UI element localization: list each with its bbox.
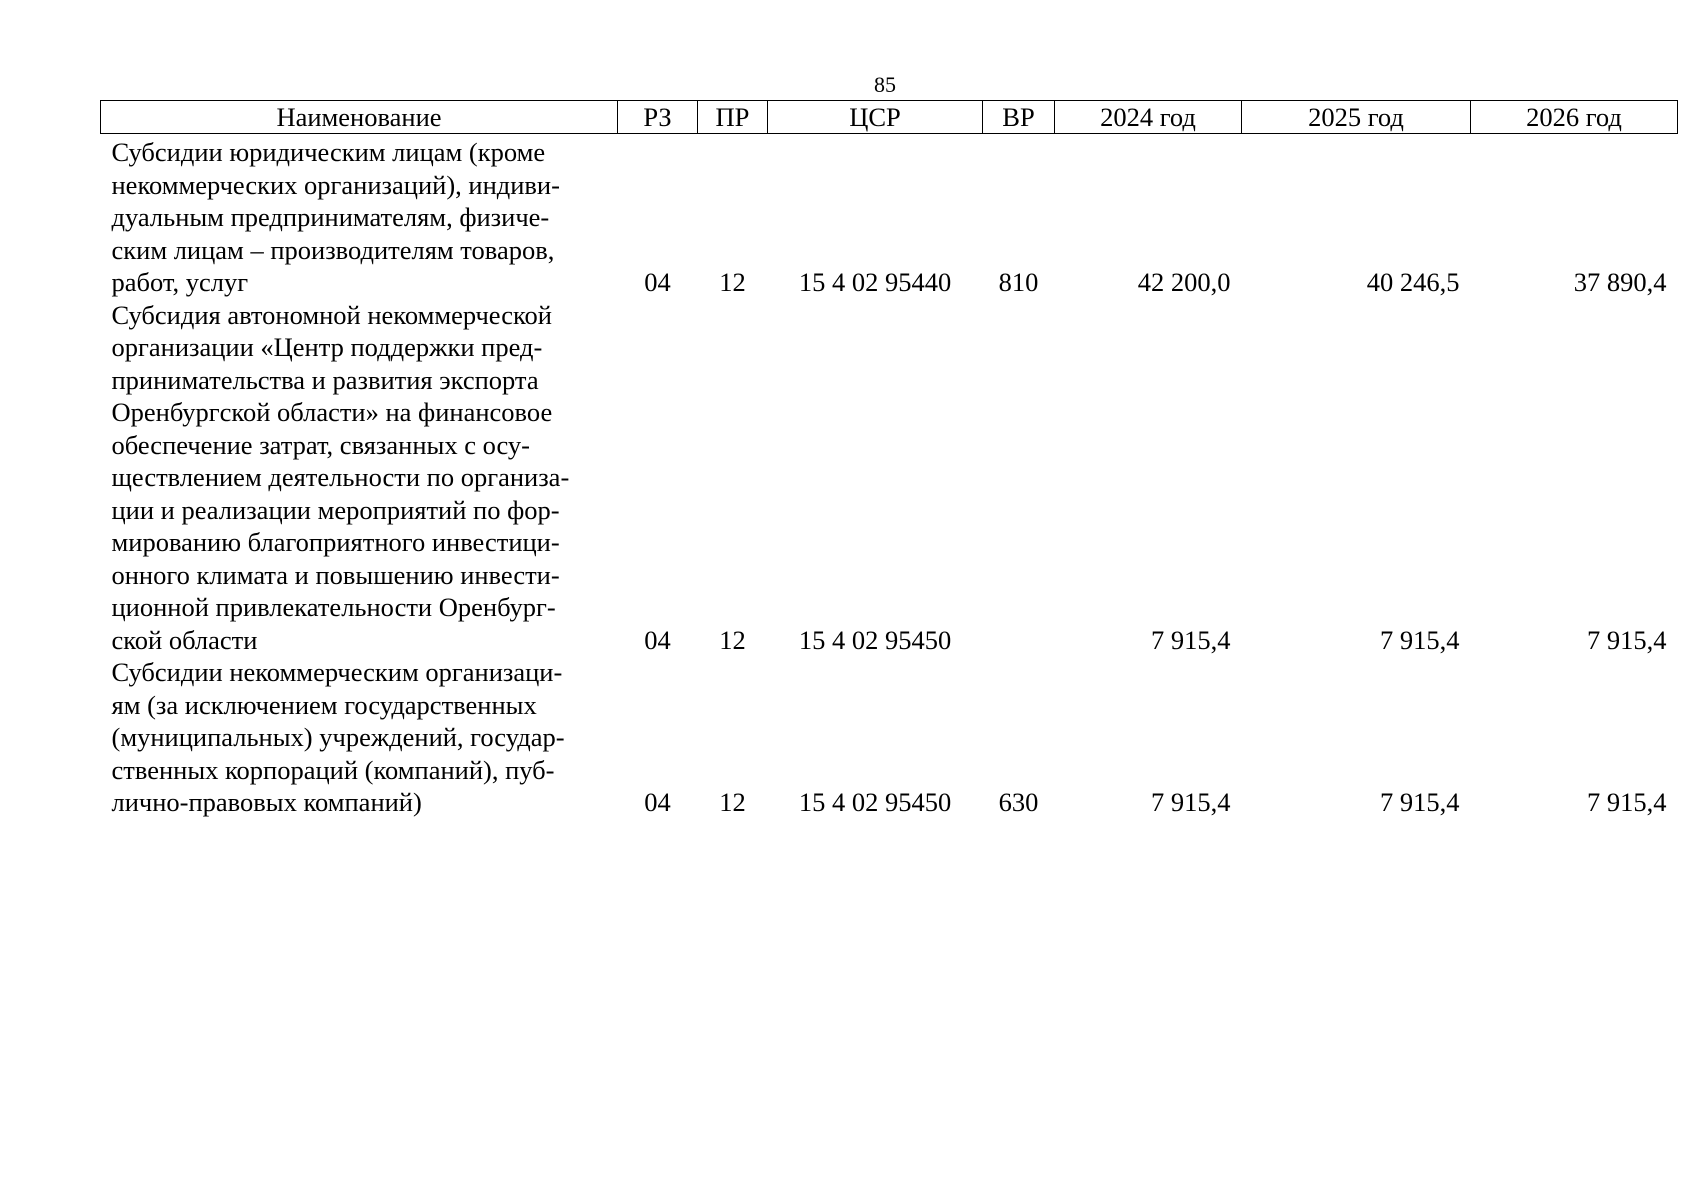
name-line: Оренбургской области» на финансовое — [111, 397, 553, 427]
name-line: дуальным предпринимателям, физиче- — [111, 202, 550, 232]
row-2024: 42 200,0 — [1137, 267, 1231, 297]
name-line: лично-правовых компаний) — [111, 787, 422, 817]
name-line: обеспечение затрат, связанных с осу- — [111, 429, 530, 460]
header-rz: РЗ — [618, 101, 698, 134]
name-line: ской области — [111, 624, 258, 655]
budget-table — [100, 100, 1678, 819]
row-2024: 7 915,4 — [1151, 624, 1231, 655]
header-csr: ЦСР — [768, 101, 983, 134]
header-vr: ВР — [983, 101, 1055, 134]
table-row — [101, 299, 1678, 657]
name-line: Субсидия автономной некоммерческой — [111, 299, 552, 330]
row-pr: 12 — [719, 624, 746, 655]
header-2025: 2025 год — [1242, 101, 1471, 134]
row-rz: 04 — [644, 787, 671, 817]
name-line: ским лицам – производителям товаров, — [111, 234, 555, 265]
row-vr — [983, 299, 1055, 657]
table-header-row — [101, 101, 1678, 134]
row-pr: 12 — [719, 787, 746, 817]
name-line: мированию благоприятного инвестици- — [111, 527, 560, 557]
row-2026: 7 915,4 — [1587, 787, 1667, 817]
name-line: ществлением деятельности по организа- — [111, 462, 570, 492]
row-pr: 12 — [719, 267, 746, 297]
name-line: (муниципальных) учреждений, государ- — [111, 722, 565, 752]
name-line: ственных корпораций (компаний), пуб- — [111, 754, 555, 785]
table-row — [101, 656, 1678, 819]
row-csr: 15 4 02 95450 — [798, 624, 952, 655]
row-rz: 04 — [644, 267, 671, 297]
header-pr: ПР — [698, 101, 768, 134]
row-2024: 7 915,4 — [1151, 787, 1231, 817]
row-2026: 37 890,4 — [1573, 267, 1667, 297]
header-name: Наименование — [101, 101, 618, 134]
row-name — [101, 134, 618, 299]
table-row — [101, 134, 1678, 299]
name-line: ционной привлекательности Оренбург- — [111, 592, 556, 622]
name-line: принимательства и развития экспорта — [111, 364, 539, 395]
name-line: Субсидии юридическим лицам (кроме — [111, 137, 546, 167]
row-csr: 15 4 02 95450 — [798, 787, 952, 817]
row-2026: 7 915,4 — [1587, 624, 1667, 655]
row-vr: 810 — [998, 267, 1039, 297]
name-line: некоммерческих организаций), индиви- — [111, 169, 560, 200]
name-line: организации «Центр поддержки пред- — [111, 332, 543, 362]
row-2025: 40 246,5 — [1366, 267, 1460, 297]
name-line: ции и реализации мероприятий по фор- — [111, 494, 560, 525]
page-number: 85 — [874, 72, 896, 97]
row-rz: 04 — [644, 624, 671, 655]
name-line: работ, услуг — [111, 267, 249, 297]
row-csr: 15 4 02 95440 — [798, 267, 952, 297]
row-name — [101, 299, 618, 657]
row-2025: 7 915,4 — [1380, 624, 1460, 655]
row-vr: 630 — [998, 787, 1039, 817]
header-2024: 2024 год — [1055, 101, 1242, 134]
name-line: Субсидии некоммерческим организаци- — [111, 657, 563, 687]
name-line: онного климата и повышению инвести- — [111, 559, 560, 590]
row-name — [101, 656, 618, 819]
row-2025: 7 915,4 — [1380, 787, 1460, 817]
header-2026: 2026 год — [1471, 101, 1678, 134]
name-line: ям (за исключением государственных — [111, 689, 537, 720]
